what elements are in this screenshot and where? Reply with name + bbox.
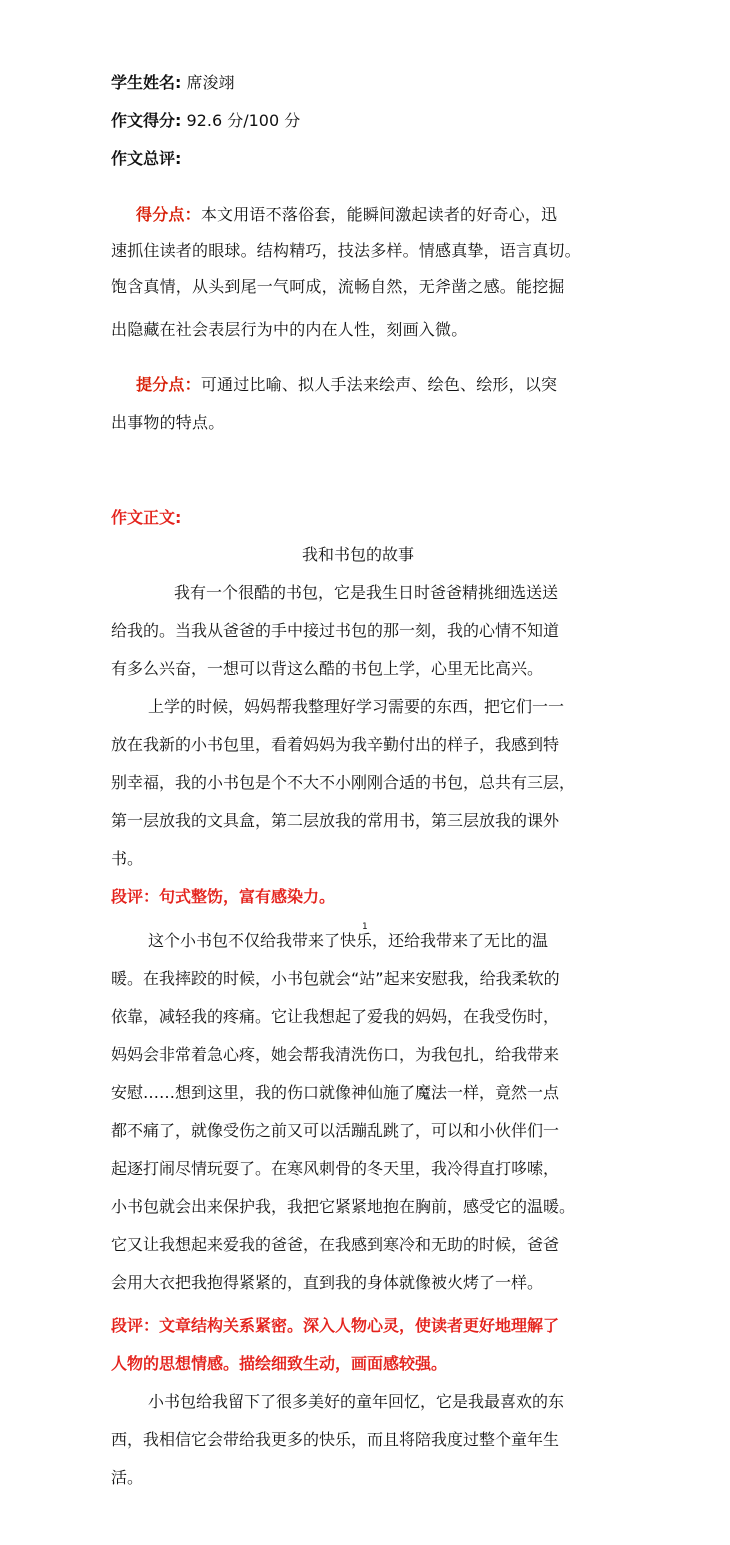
p2-line-2: 放在我新的小书包里，看着妈妈为我辛勤付出的样子，我感到特 <box>111 735 560 754</box>
strength-text: 本文用语不落俗套，能瞬间激起读者的好奇心，迅 <box>200 205 558 224</box>
improve-text: 可通过比喻、拟人手法来绘声、绘色、绘形，以突 <box>200 375 558 394</box>
p2-line-1: 上学的时候，妈妈帮我整理好学习需要的东西，把它们一一 <box>148 697 565 716</box>
strength-line-4: 出隐藏在社会表层行为中的内在人性，刻画入微。 <box>111 320 468 339</box>
p3-line-10: 会用大衣把我抱得紧紧的，直到我的身体就像被火烤了一样。 <box>111 1273 544 1292</box>
student-name-row <box>111 72 235 94</box>
p2-line-4: 第一层放我的文具盒，第二层放我的常用书，第三层放我的课外 <box>111 811 560 830</box>
strength-line-3: 饱含真情，从头到尾一气呵成，流畅自然，无斧凿之感。能挖掘 <box>111 277 565 296</box>
p3-line-7: 起逐打闹尽情玩耍了。在寒风刺骨的冬天里，我冷得直打哆嗦， <box>111 1159 560 1178</box>
p1-line-2: 给我的。当我从爸爸的手中接过书包的那一刻，我的心情不知道 <box>111 621 560 640</box>
p4-line-3: 活。 <box>111 1468 144 1487</box>
summary-label: 作文总评: <box>111 149 182 168</box>
essay-title: 我和书包的故事 <box>302 545 415 564</box>
summary-row <box>111 148 181 170</box>
student-name-label: 学生姓名: <box>111 73 182 92</box>
essay-section-label: 作文正文: <box>111 508 182 527</box>
p3-line-6: 都不痛了，就像受伤之前又可以活蹦乱跳了，可以和小伙伴们一 <box>111 1121 560 1140</box>
p1-line-1: 我有一个很酷的书包，它是我生日时爸爸精挑细选送送 <box>174 583 559 602</box>
footnote-marker: 1 <box>362 922 368 932</box>
p3-line-3: 依靠，减轻我的疼痛。它让我想起了爱我的妈妈，在我受伤时， <box>111 1007 560 1026</box>
score-value: 92.6 分/100 分 <box>186 111 301 130</box>
p4-line-1: 小书包给我留下了很多美好的童年回忆，它是我最喜欢的东 <box>148 1392 565 1411</box>
p2-line-3: 别幸福，我的小书包是个不大不小刚刚合适的书包，总共有三层， <box>111 773 576 792</box>
improve-line-2: 出事物的特点。 <box>111 413 225 432</box>
p3-line-9: 它又让我想起来爱我的爸爸，在我感到寒冷和无助的时候，爸爸 <box>111 1235 560 1254</box>
improve-label: 提分点： <box>136 375 201 394</box>
score-row <box>111 110 300 132</box>
score-label: 作文得分: <box>111 111 182 130</box>
improve-line-1 <box>136 374 557 396</box>
paragraph-comment-2-line-2: 人物的思想情感。描绘细致生动，画面感较强。 <box>111 1354 448 1373</box>
strength-line-1 <box>136 204 557 226</box>
p2-line-5: 书。 <box>111 849 144 868</box>
p3-line-8: 小书包就会出来保护我，我把它紧紧地抱在胸前，感受它的温暖。 <box>111 1197 576 1216</box>
student-name-value: 席浚翊 <box>186 73 235 92</box>
paragraph-comment-1: 段评：句式整饬，富有感染力。 <box>111 887 336 906</box>
paragraph-comment-2-line-1: 段评：文章结构关系紧密。深入人物心灵，使读者更好地理解了 <box>111 1316 560 1335</box>
p1-line-3: 有多么兴奋，一想可以背这么酷的书包上学，心里无比高兴。 <box>111 659 544 678</box>
strength-label: 得分点： <box>136 205 201 224</box>
p4-line-2: 西，我相信它会带给我更多的快乐，而且将陪我度过整个童年生 <box>111 1430 560 1449</box>
strength-line-2: 速抓住读者的眼球。结构精巧，技法多样。情感真挚，语言真切。 <box>111 241 581 260</box>
p3-line-2: 暖。在我摔跤的时候，小书包就会“站”起来安慰我，给我柔软的 <box>111 969 560 988</box>
p3-line-5: 安慰……想到这里，我的伤口就像神仙施了魔法一样，竟然一点 <box>111 1083 560 1102</box>
p3-line-4: 妈妈会非常着急心疼，她会帮我清洗伤口，为我包扎，给我带来 <box>111 1045 560 1064</box>
p3-line-1: 这个小书包不仅给我带来了快乐，还给我带来了无比的温 <box>148 931 549 950</box>
